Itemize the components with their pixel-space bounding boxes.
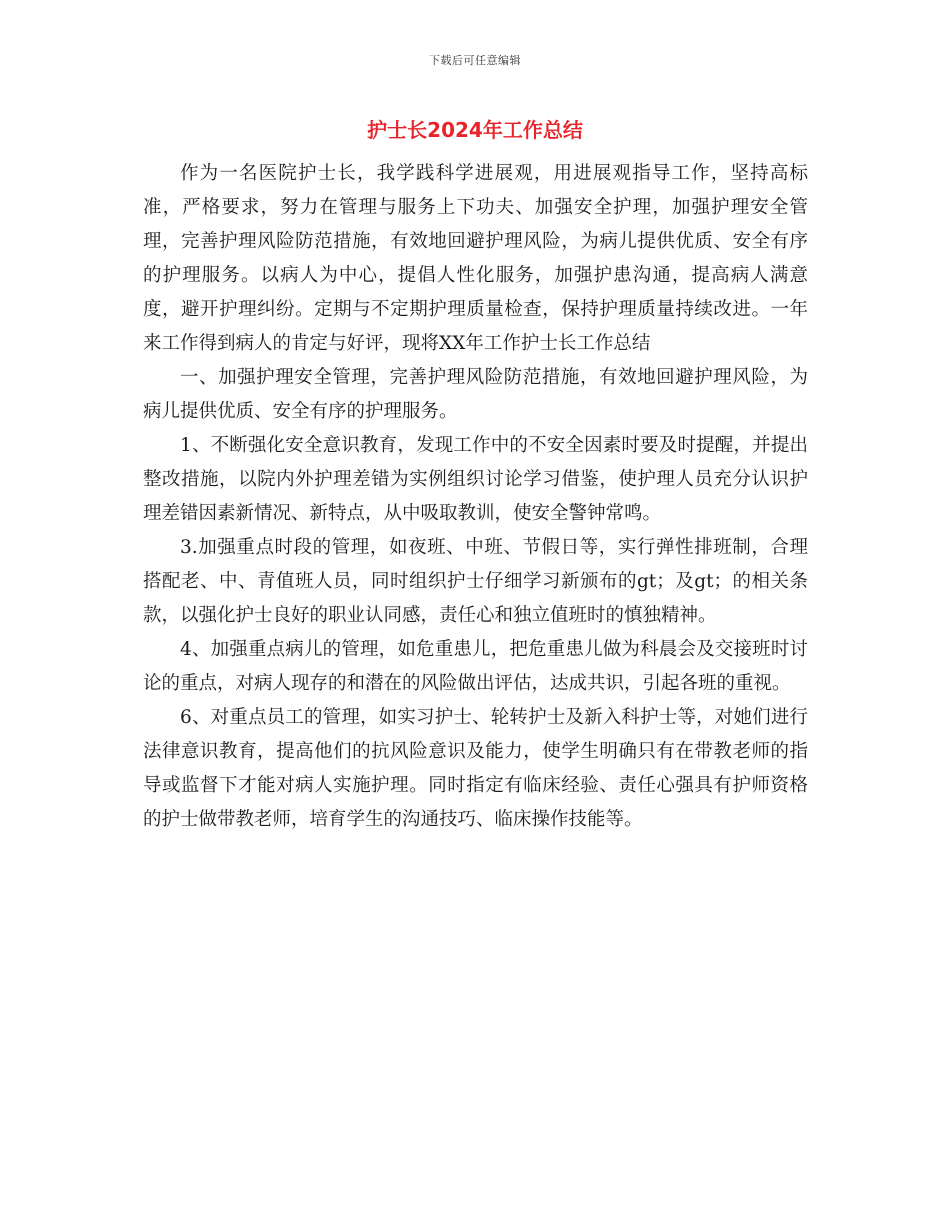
paragraph-item-1: 1、不断强化安全意识教育，发现工作中的不安全因素时要及时提醒，并提出整改措施，以院内外护理差错为实例组织讨论学习借鉴，使护理人员充分认识护理差错因素新情况、新特点，从中吸取教训，使安全警钟常鸣。: [143, 435, 808, 524]
paragraph-intro: 作为一名医院护士长，我学践科学进展观，用进展观指导工作，坚持高标准，严格要求，努力在管理与服务上下功夫、加强安全护理，加强护理安全管理，完善护理风险防范措施，有效地回避护理风险，为病儿提供优质、安全有序的护理服务。以病人为中心，提倡人性化服务，加强护患沟通，提高病人满意度，避开护理纠纷。定期与不定期护理质量检查，保持护理质量持续改进。一年来工作得到病人的肯定与好评，现将XX年工作护士长工作总结: [143, 163, 808, 354]
document-title: 护士长2024年工作总结: [367, 118, 583, 142]
paragraph-item-6: 6、对重点员工的管理，如实习护士、轮转护士及新入科护士等，对她们进行法律意识教育，提高他们的抗风险意识及能力，使学生明确只有在带教老师的指导或监督下才能对病人实施护理。同时指定有临床经验、责任心强具有护师资格的护士做带教老师，培育学生的沟通技巧、临床操作技能等。: [143, 707, 808, 830]
paragraph-item-3: 3.加强重点时段的管理，如夜班、中班、节假日等，实行弹性排班制，合理搭配老、中、青值班人员，同时组织护士仔细学习新颁布的gt；及gt；的相关条款，以强化护士良好的职业认同感，责任心和独立值班时的慎独精神。: [143, 537, 808, 626]
header-note: 下载后可任意编辑: [429, 54, 521, 67]
paragraph-section-1: 一、加强护理安全管理，完善护理风险防范措施，有效地回避护理风险，为病儿提供优质、安全有序的护理服务。: [143, 367, 808, 422]
paragraph-item-4: 4、加强重点病儿的管理，如危重患儿，把危重患儿做为科晨会及交接班时讨论的重点，对病人现存的和潜在的风险做出评估，达成共识，引起各班的重视。: [143, 639, 808, 694]
document-body: [143, 157, 808, 837]
